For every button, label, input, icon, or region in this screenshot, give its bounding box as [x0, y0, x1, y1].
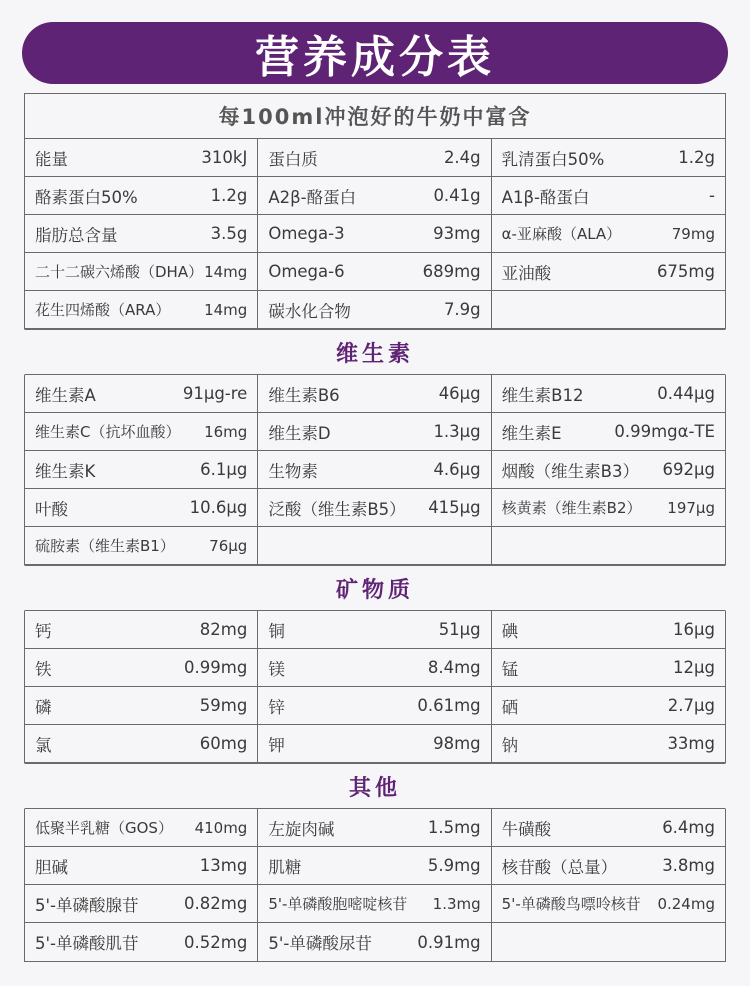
nutrient-name: 左旋肉碱 — [268, 819, 335, 839]
nutrient-value: 675mg — [656, 262, 715, 281]
nutrient-cell — [25, 291, 258, 328]
nutrient-cell — [258, 451, 491, 488]
nutrient-name: 硫胺素（维生素B1） — [35, 537, 175, 555]
nutrient-cell — [492, 847, 725, 884]
nutrient-name: 维生素E — [501, 423, 562, 443]
title-banner — [22, 22, 728, 84]
nutrient-value: 98mg — [433, 734, 481, 753]
nutrient-name: 5'-单磷酸尿苷 — [268, 934, 372, 953]
table-row — [25, 809, 725, 847]
nutrient-name: 花生四烯酸（ARA） — [35, 301, 171, 319]
nutrient-value: 692μg — [662, 460, 715, 479]
table-row — [25, 687, 725, 725]
nutrient-name: 碳水化合物 — [268, 301, 351, 321]
nutrient-name: 5'-单磷酸鸟嘌呤核苷 — [501, 895, 641, 913]
nutrient-name: 锰 — [501, 659, 519, 679]
nutrient-cell — [258, 177, 491, 214]
nutrition-table — [24, 93, 726, 962]
nutrient-name: 磷 — [35, 697, 52, 717]
nutrient-value: 1.3mg — [432, 894, 481, 913]
nutrient-name: 5'-单磷酸肌苷 — [35, 934, 139, 953]
table-row — [25, 413, 725, 451]
nutrient-name: 二十二碳六烯酸（DHA） — [35, 263, 204, 281]
nutrient-value: 3.8mg — [662, 856, 715, 875]
nutrient-cell — [25, 611, 258, 648]
nutrient-value: 91μg-re — [182, 384, 248, 403]
nutrient-value: 0.24mg — [657, 894, 715, 913]
nutrient-value: 46μg — [438, 384, 481, 403]
nutrient-cell — [25, 413, 258, 450]
nutrient-value: 7.9g — [443, 300, 481, 319]
nutrient-cell — [492, 725, 725, 762]
nutrient-name: α-亚麻酸（ALA） — [501, 225, 622, 243]
nutrient-value: 4.6μg — [433, 460, 481, 479]
nutrient-cell — [25, 139, 258, 176]
nutrient-value: 33mg — [667, 734, 715, 753]
nutrient-cell — [25, 177, 258, 214]
table-row — [25, 375, 725, 413]
nutrient-cell — [258, 291, 491, 328]
nutrient-cell — [258, 413, 491, 450]
nutrient-name: 钙 — [35, 621, 52, 641]
nutrient-name: 铜 — [268, 621, 285, 641]
nutrient-name: 乳清蛋白50% — [501, 149, 605, 169]
nutrient-value: 310kJ — [201, 148, 248, 167]
nutrient-value: 13mg — [199, 856, 248, 875]
nutrient-cell — [258, 687, 491, 724]
section-title-others: 其他 — [24, 763, 726, 809]
nutrient-cell — [258, 725, 491, 762]
nutrient-cell — [492, 489, 725, 526]
nutrient-cell — [25, 489, 258, 526]
nutrient-value: 82mg — [199, 620, 248, 639]
nutrient-name: 维生素D — [268, 423, 331, 443]
nutrient-cell — [258, 649, 491, 686]
nutrient-name: 维生素K — [35, 461, 96, 481]
nutrient-name: 泛酸（维生素B5） — [268, 499, 406, 519]
nutrient-value: 16μg — [673, 620, 715, 639]
nutrient-name: 亚油酸 — [501, 263, 552, 283]
nutrient-value: 51μg — [438, 620, 481, 639]
nutrient-value: 0.91mg — [417, 932, 481, 952]
table-row — [25, 923, 725, 961]
nutrient-name: 5'-单磷酸胞嘧啶核苷 — [268, 895, 408, 913]
nutrient-name: Omega-3 — [268, 224, 345, 243]
nutrient-value: 1.5mg — [427, 818, 481, 837]
nutrient-cell — [258, 923, 491, 961]
nutrient-value: 0.52mg — [184, 932, 248, 952]
nutrient-name: 5'-单磷酸腺苷 — [35, 895, 139, 915]
nutrient-cell — [492, 527, 725, 564]
nutrient-value: - — [709, 186, 715, 205]
nutrient-value: 10.6μg — [189, 498, 248, 517]
nutrient-name: 酪素蛋白50% — [35, 187, 138, 207]
nutrient-value: 415μg — [428, 498, 481, 517]
nutrient-cell — [258, 847, 491, 884]
nutrient-value: 0.41g — [433, 186, 481, 205]
nutrient-cell — [25, 375, 258, 412]
nutrient-name: A2β-酪蛋白 — [268, 187, 357, 207]
table-row — [25, 611, 725, 649]
nutrient-value: 0.61mg — [417, 696, 481, 715]
nutrient-name: 维生素B6 — [268, 385, 340, 405]
table-row — [25, 177, 725, 215]
nutrient-name: 烟酸（维生素B3） — [501, 461, 639, 481]
table-row — [25, 215, 725, 253]
nutrient-value: 14mg — [204, 300, 248, 319]
nutrient-name: 肌糖 — [268, 857, 302, 877]
nutrient-cell — [25, 809, 258, 846]
nutrient-value: 1.2g — [210, 186, 248, 205]
nutrient-cell — [258, 489, 491, 526]
nutrient-cell — [258, 527, 491, 564]
nutrient-name: 蛋白质 — [268, 149, 318, 169]
nutrient-value: 197μg — [667, 498, 715, 517]
nutrient-name: 硒 — [501, 697, 519, 717]
nutrient-value: 410mg — [194, 818, 248, 837]
nutrient-name: Omega-6 — [268, 262, 345, 281]
section-title-main-nutrients: 每100ml冲泡好的牛奶中富含 — [25, 94, 725, 139]
nutrient-value: 93mg — [433, 224, 481, 243]
nutrient-name: 钾 — [268, 735, 285, 755]
nutrient-name: 钠 — [501, 735, 519, 755]
nutrient-value: 2.4g — [443, 148, 481, 167]
nutrient-name: 核黄素（维生素B2） — [501, 499, 642, 517]
nutrient-name: 核苷酸（总量） — [501, 857, 618, 877]
nutrient-name: 维生素C（抗坏血酸） — [35, 423, 181, 441]
nutrient-cell — [492, 253, 725, 290]
nutrient-cell — [492, 291, 725, 328]
nutrient-cell — [258, 139, 491, 176]
nutrient-name: 铁 — [35, 659, 52, 679]
page-title: 营养成分表 — [255, 32, 495, 83]
table-row — [25, 649, 725, 687]
nutrient-value: 8.4mg — [427, 658, 481, 677]
nutrient-name: 碘 — [501, 621, 519, 641]
nutrient-cell — [258, 253, 491, 290]
nutrient-value: 689mg — [422, 262, 481, 281]
nutrient-cell — [25, 527, 258, 564]
nutrient-cell — [258, 885, 491, 922]
section-title-minerals: 矿物质 — [24, 565, 726, 611]
table-row — [25, 489, 725, 527]
nutrient-value: 3.5g — [210, 224, 248, 243]
nutrient-cell — [25, 687, 258, 724]
nutrient-cell — [25, 725, 258, 762]
nutrient-cell — [492, 375, 725, 412]
nutrient-value: 0.44μg — [657, 384, 715, 403]
nutrient-name: 维生素A — [35, 385, 96, 405]
nutrient-value: 79mg — [671, 224, 715, 243]
table-row — [25, 725, 725, 763]
nutrient-value: 5.9mg — [427, 856, 481, 875]
nutrient-cell — [25, 451, 258, 488]
nutrient-cell — [492, 809, 725, 846]
nutrient-name: 叶酸 — [35, 499, 68, 519]
nutrient-cell — [492, 885, 725, 922]
nutrient-name: 能量 — [35, 149, 68, 169]
table-row — [25, 139, 725, 177]
nutrient-cell — [492, 215, 725, 252]
nutrient-name: 氯 — [35, 735, 52, 755]
table-row — [25, 847, 725, 885]
nutrient-name: 脂肪总含量 — [35, 225, 118, 245]
nutrient-name: 生物素 — [268, 461, 318, 481]
nutrient-cell — [258, 611, 491, 648]
nutrient-cell — [492, 687, 725, 724]
nutrient-cell — [258, 215, 491, 252]
table-row — [25, 253, 725, 291]
nutrient-value: 1.3μg — [433, 422, 481, 441]
nutrient-cell — [258, 809, 491, 846]
nutrient-cell — [25, 215, 258, 252]
nutrient-name: 维生素B12 — [501, 385, 584, 405]
nutrient-name: A1β-酪蛋白 — [501, 187, 590, 207]
nutrient-cell — [492, 923, 725, 961]
nutrient-cell — [492, 451, 725, 488]
nutrient-value: 60mg — [199, 734, 248, 753]
nutrient-value: 76μg — [209, 536, 248, 555]
nutrient-value: 0.99mgα-TE — [614, 422, 715, 441]
nutrient-cell — [25, 847, 258, 884]
nutrient-value: 14mg — [204, 262, 248, 281]
nutrient-value: 1.2g — [678, 148, 715, 167]
nutrient-name: 低聚半乳糖（GOS） — [35, 819, 173, 837]
nutrient-cell — [258, 375, 491, 412]
table-row — [25, 527, 725, 565]
nutrient-cell — [492, 139, 725, 176]
nutrient-cell — [492, 177, 725, 214]
nutrient-value: 6.1μg — [200, 460, 248, 479]
nutrient-value: 0.99mg — [184, 658, 248, 677]
table-row — [25, 885, 725, 923]
section-title-vitamins: 维生素 — [24, 329, 726, 375]
nutrient-cell — [492, 611, 725, 648]
nutrient-name: 牛磺酸 — [501, 819, 552, 839]
nutrient-value: 12μg — [673, 658, 715, 677]
nutrient-value: 16mg — [204, 422, 248, 441]
nutrient-name: 镁 — [268, 659, 285, 679]
nutrient-cell — [492, 649, 725, 686]
nutrient-value: 2.7μg — [667, 696, 715, 715]
nutrient-cell — [25, 923, 258, 961]
nutrient-cell — [25, 885, 258, 922]
nutrient-cell — [25, 253, 258, 290]
table-row — [25, 451, 725, 489]
nutrient-name: 胆碱 — [35, 857, 68, 877]
table-row — [25, 291, 725, 329]
nutrient-name: 锌 — [268, 697, 285, 717]
nutrient-cell — [492, 413, 725, 450]
nutrient-value: 6.4mg — [662, 818, 715, 837]
nutrient-value: 59mg — [199, 696, 248, 715]
nutrient-value: 0.82mg — [184, 894, 248, 913]
nutrient-cell — [25, 649, 258, 686]
